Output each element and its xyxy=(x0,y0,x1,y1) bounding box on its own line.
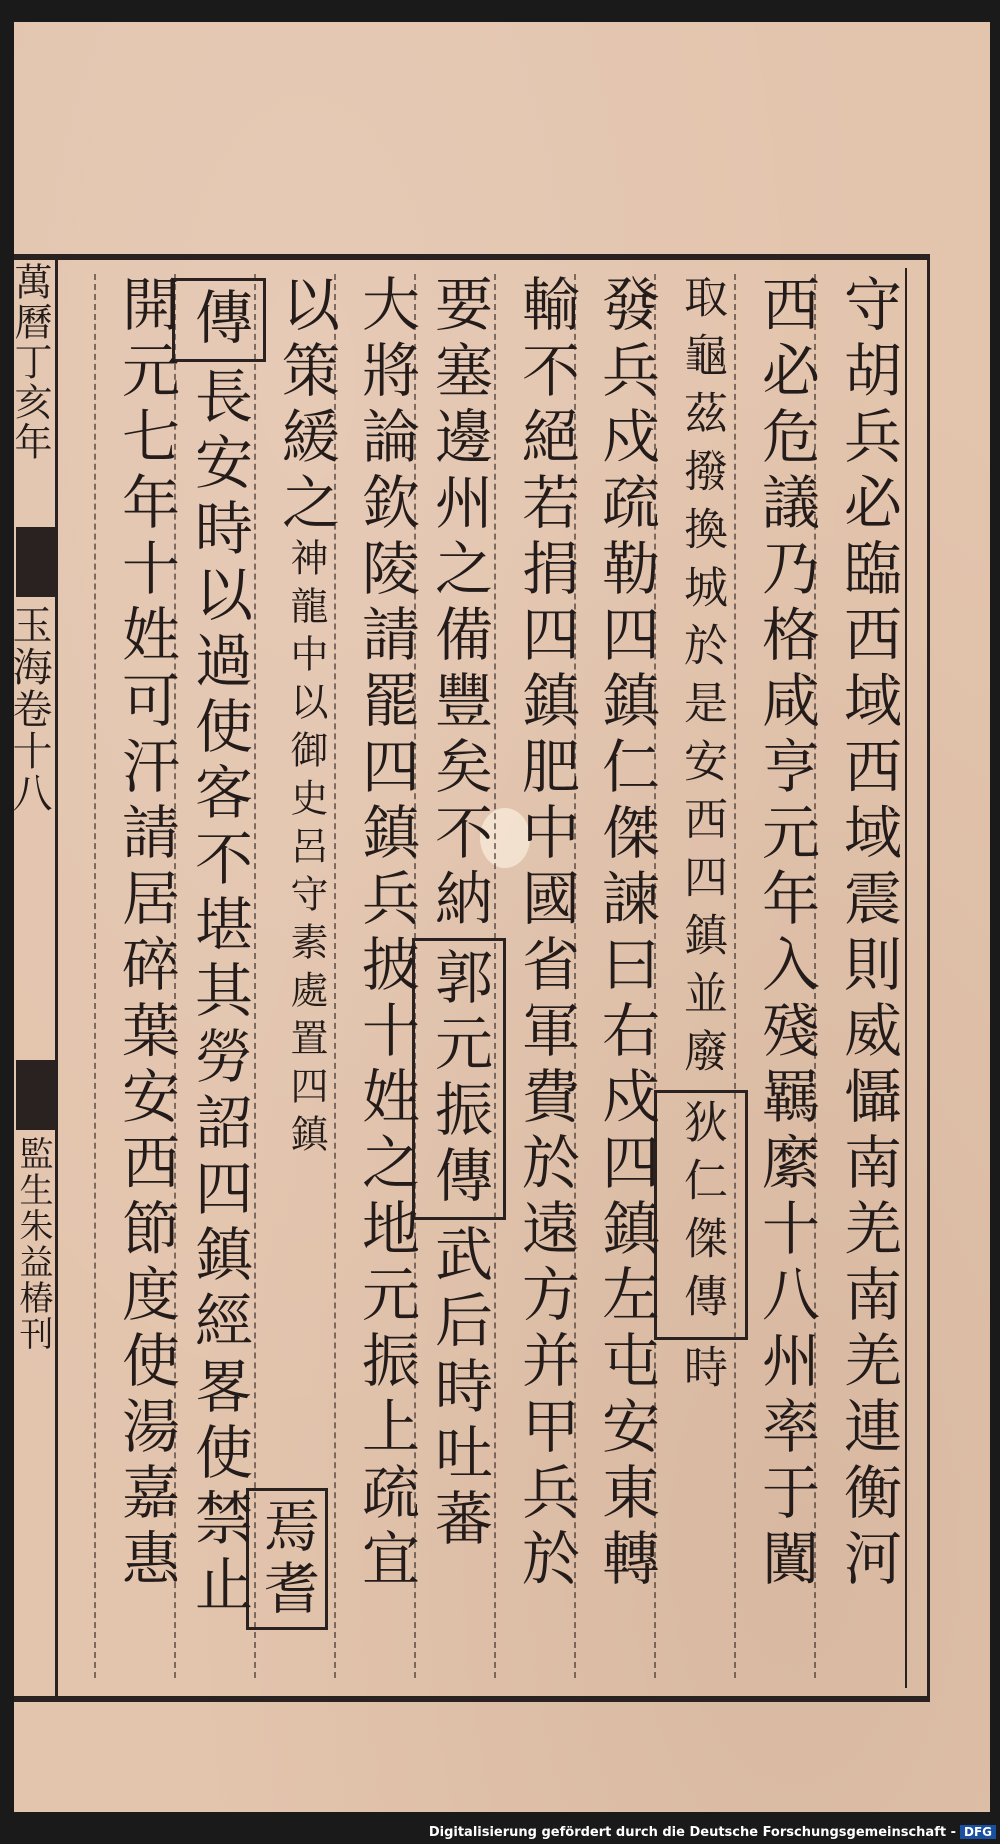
column-8-text: 以策緩之 xyxy=(272,274,340,538)
dfg-logo: DFG xyxy=(960,1825,996,1839)
source-label-di-renjie: 狄仁傑傳 xyxy=(654,1090,748,1340)
text-column-1: 守胡兵必臨西域西域震則威懾南羌南羌連衡河 xyxy=(834,274,902,1594)
text-column-7: 大將論欽陵請罷四鎮兵披十姓之地元振上疏宜 xyxy=(352,274,420,1594)
text-column-3 xyxy=(668,274,748,1402)
text-column-5: 輸不絕若捐四鎮肥中國省軍費於遠方并甲兵於 xyxy=(512,274,580,1594)
page-paper xyxy=(6,22,990,1812)
column-6-tail: 武后時吐蕃 xyxy=(425,1224,493,1554)
margin-upper-text: 萬曆丁亥年 xyxy=(8,262,52,462)
text-column-2: 西必危議乃格咸亨元年入殘羈縻十八州率于闐 xyxy=(752,274,820,1594)
place-name-box: 焉耆 xyxy=(246,1488,328,1630)
text-column-6 xyxy=(426,274,506,1554)
text-column-4: 發兵戍疏勒四鎮仁傑諫曰右戍四鎮左屯安東轉 xyxy=(592,274,660,1594)
text-column-9 xyxy=(186,274,266,1620)
text-frame xyxy=(6,254,930,1702)
column-6-text: 要塞邊州之備豐矣不納 xyxy=(425,274,493,934)
footer-text: Digitalisierung gefördert durch die Deutsche Forschungsgemeinschaft - xyxy=(428,1825,956,1840)
column-3-tail: 時 xyxy=(676,1344,727,1402)
source-label-guo-yuanzhen: 郭元振傳 xyxy=(412,938,506,1220)
column-rule xyxy=(94,274,96,1678)
text-column-8 xyxy=(266,274,346,1162)
digitization-footer xyxy=(429,1825,996,1840)
text-column-10: 開元七年十姓可汗請居碎葉安西節度使湯嘉惠 xyxy=(112,274,180,1594)
margin-volume-text: 玉海卷十八 xyxy=(6,604,52,814)
column-8-commentary: 神龍中以御史呂守素處置四鎮 xyxy=(284,538,328,1162)
column-9-text: 長安時以過使客不堪其勞詔四鎮經畧使禁止 xyxy=(185,366,253,1620)
commentary-text: 取龜茲撥換城於是安西四鎮並廢 xyxy=(676,274,727,1086)
source-label-zhuan: 傳 xyxy=(172,278,266,362)
margin-printer-text: 監生朱益椿刊 xyxy=(13,1136,53,1352)
